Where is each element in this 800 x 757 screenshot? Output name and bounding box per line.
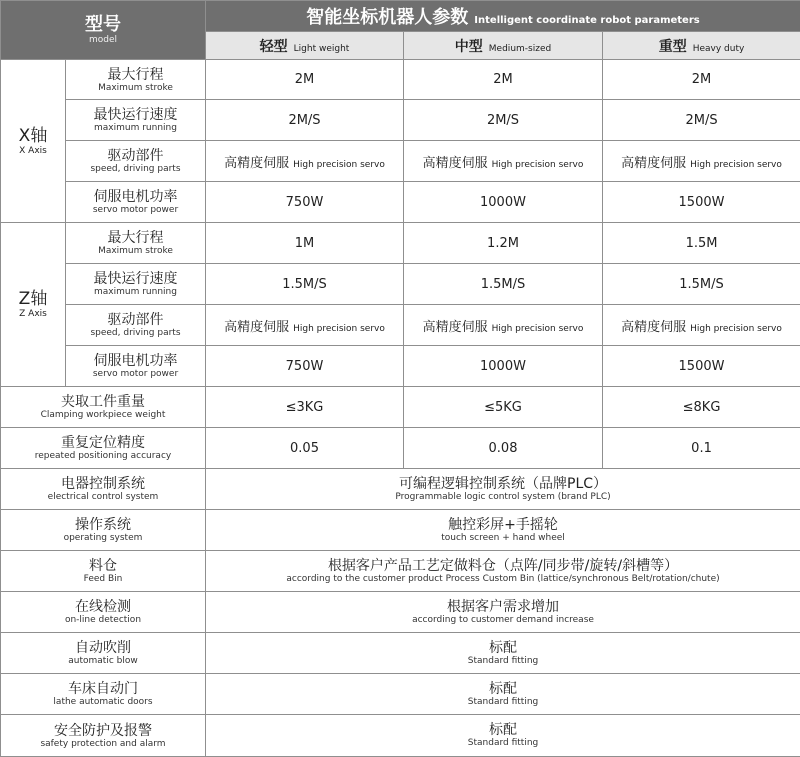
feature-value: 可编程逻辑控制系统（品牌PLC） Programmable logic control system (brand PLC) (206, 469, 800, 510)
feature-value: 标配 Standard fitting (206, 633, 800, 674)
feature-value: 根据客户需求增加 according to customer demand increase (206, 592, 800, 633)
param-label: 最快运行速度 maximum running (66, 264, 206, 305)
model-subtitle: model (1, 35, 205, 45)
value-cell: 1.2M (404, 223, 603, 264)
table-title: 智能坐标机器人参数 (306, 7, 468, 28)
value-cell: 2M/S (206, 100, 404, 141)
value-cell: 1.5M/S (404, 264, 603, 305)
row-label: 车床自动门 lathe automatic doors (1, 674, 206, 715)
column-label: 重型 (659, 39, 687, 55)
axis-label-en: X Axis (1, 146, 65, 156)
value-cell: 2M (206, 60, 404, 100)
row-label: 操作系统 operating system (1, 510, 206, 551)
row-label: 电器控制系统 electrical control system (1, 469, 206, 510)
table-row (1, 387, 800, 428)
param-label: 伺服电机功率 servo motor power (66, 182, 206, 223)
model-header-cell (1, 1, 206, 60)
z-axis-cell (1, 223, 66, 387)
column-label: 中型 (455, 39, 483, 55)
value-cell: 1000W (404, 346, 603, 387)
value-cell: 高精度伺服 High precision servo (404, 305, 603, 346)
feature-value: 根据客户产品工艺定做料仓（点阵/同步带/旋转/斜槽等） according to the customer product Process Custom Bin (lattice/synchronous Belt/rotation/chute) (206, 551, 800, 592)
value-cell: 高精度伺服 High precision servo (206, 141, 404, 182)
table-row (1, 346, 800, 387)
table-row (1, 510, 800, 551)
value-cell: 750W (206, 346, 404, 387)
x-axis-cell (1, 60, 66, 223)
table-title-en: Intelligent coordinate robot parameters (474, 15, 699, 26)
model-title: 型号 (1, 15, 205, 35)
value-cell: 1M (206, 223, 404, 264)
table-row (1, 715, 800, 757)
feature-value: 标配 Standard fitting (206, 715, 800, 757)
table-row (1, 305, 800, 346)
table-row (1, 551, 800, 592)
param-label: 驱动部件 speed, driving parts (66, 305, 206, 346)
param-label: 最大行程 Maximum stroke (66, 60, 206, 100)
value-cell: 1500W (603, 346, 800, 387)
value-cell: 1.5M/S (206, 264, 404, 305)
column-label-en: Heavy duty (693, 44, 745, 54)
axis-label: X轴 (1, 127, 65, 146)
table-row (1, 60, 800, 100)
column-label-en: Light weight (294, 44, 350, 54)
row-label: 夹取工件重量 Clamping workpiece weight (1, 387, 206, 428)
table-row (1, 469, 800, 510)
column-header-heavy (603, 32, 800, 60)
value-cell: 高精度伺服 High precision servo (603, 141, 800, 182)
value-cell: 0.08 (404, 428, 603, 469)
value-cell: 1500W (603, 182, 800, 223)
column-label: 轻型 (260, 39, 288, 55)
value-cell: 高精度伺服 High precision servo (206, 305, 404, 346)
table-row (1, 674, 800, 715)
table-row (1, 141, 800, 182)
param-label: 驱动部件 speed, driving parts (66, 141, 206, 182)
row-label: 自动吹削 automatic blow (1, 633, 206, 674)
row-label: 在线检测 on-line detection (1, 592, 206, 633)
value-cell: 1.5M/S (603, 264, 800, 305)
row-label: 重复定位精度 repeated positioning accuracy (1, 428, 206, 469)
row-label: 料仓 Feed Bin (1, 551, 206, 592)
value-cell: 高精度伺服 High precision servo (404, 141, 603, 182)
value-cell: 0.05 (206, 428, 404, 469)
table-row (1, 264, 800, 305)
table-row (1, 223, 800, 264)
table-title-cell (206, 1, 800, 32)
feature-value: 触控彩屏+手摇轮 touch screen + hand wheel (206, 510, 800, 551)
value-cell: 2M (603, 60, 800, 100)
value-cell: 750W (206, 182, 404, 223)
feature-value: 标配 Standard fitting (206, 674, 800, 715)
param-label: 最大行程 Maximum stroke (66, 223, 206, 264)
table-row (1, 592, 800, 633)
value-cell: ≤5KG (404, 387, 603, 428)
axis-label-en: Z Axis (1, 309, 65, 319)
column-label-en: Medium-sized (489, 44, 551, 54)
param-label: 最快运行速度 maximum running (66, 100, 206, 141)
value-cell: ≤8KG (603, 387, 800, 428)
value-cell: ≤3KG (206, 387, 404, 428)
row-label: 安全防护及报警 safety protection and alarm (1, 715, 206, 757)
column-header-light (206, 32, 404, 60)
value-cell: 高精度伺服 High precision servo (603, 305, 800, 346)
param-label: 伺服电机功率 servo motor power (66, 346, 206, 387)
table-row (1, 428, 800, 469)
axis-label: Z轴 (1, 290, 65, 309)
value-cell: 1000W (404, 182, 603, 223)
table-row (1, 182, 800, 223)
value-cell: 2M/S (404, 100, 603, 141)
column-header-medium (404, 32, 603, 60)
table-row (1, 100, 800, 141)
value-cell: 2M (404, 60, 603, 100)
value-cell: 0.1 (603, 428, 800, 469)
table-row (1, 633, 800, 674)
value-cell: 1.5M (603, 223, 800, 264)
value-cell: 2M/S (603, 100, 800, 141)
